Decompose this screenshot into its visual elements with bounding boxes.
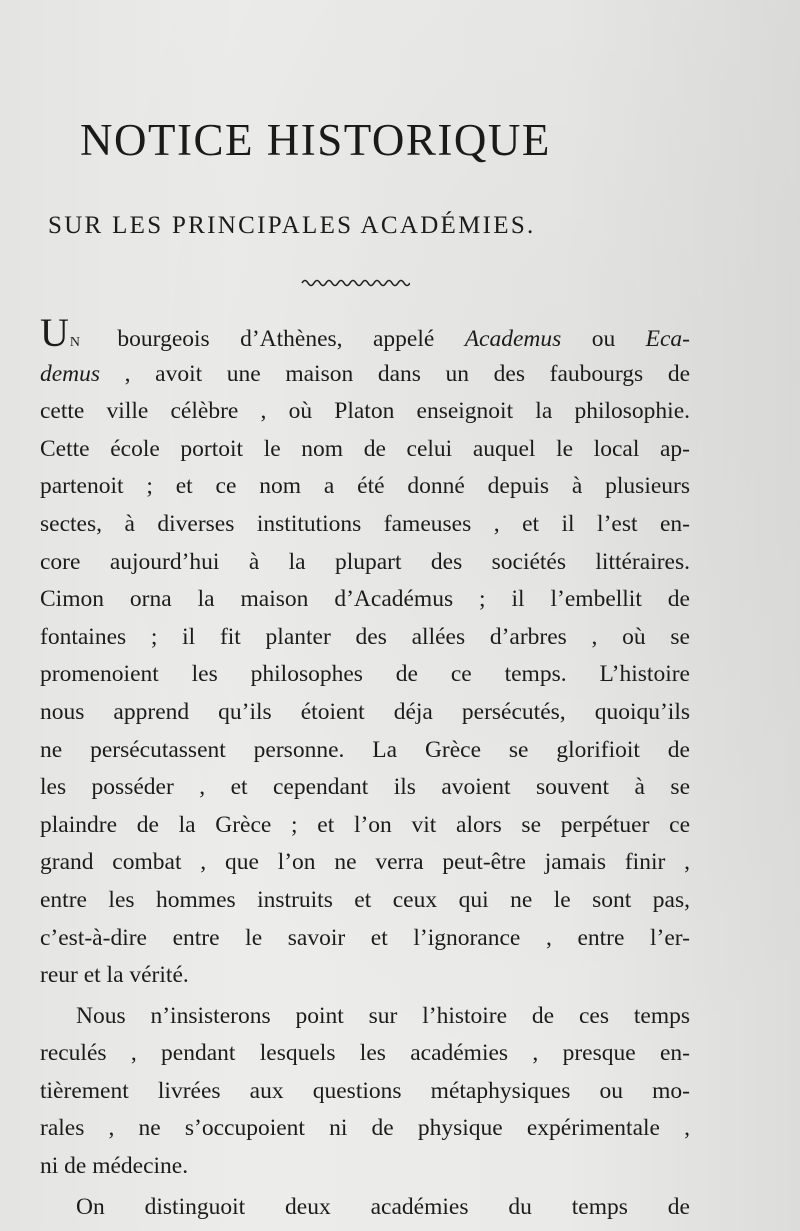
italic-name: Eca- [645, 326, 690, 352]
text-segment: , avoit une maison dans un des faubourgs de [100, 360, 690, 387]
text-line: plaindre de la Grèce ; et l’on vit alors se perpétuer ce [40, 811, 690, 838]
text-line: entre les hommes instruits et ceux qui ne le sont pas, [40, 886, 690, 913]
text-line: rales , ne s’occupoient ni de physique expérimentale , [40, 1115, 690, 1142]
text-line: tièrement livrées aux questions métaphysiques ou mo- [40, 1077, 690, 1104]
text-line: fontaines ; il fit planter des allées d’arbres , où se [40, 623, 690, 650]
text-line: Nous n’insisterons point sur l’histoire de ces temps [76, 1002, 690, 1029]
body-text [40, 310, 690, 1226]
text-line: reculés , pendant lesquels les académies , presque en- [40, 1040, 690, 1067]
small-cap: N [69, 335, 82, 350]
chapter-title: NOTICE HISTORIQUE [80, 115, 551, 165]
text-line [40, 310, 690, 356]
text-segment: bourgeois d’Athènes, appelé [87, 326, 465, 352]
text-line: sectes, à diverses institutions fameuses , et il l’est en- [40, 510, 690, 537]
chapter-subtitle: SUR LES PRINCIPALES ACADÉMIES. [48, 212, 536, 239]
text-line: ne persécutassent personne. La Grèce se glorifioit de [40, 736, 690, 763]
text-line: core aujourd’hui à la plupart des sociétés littéraires. [40, 548, 690, 575]
text-line: nous apprend qu’ils étoient déja persécutés, quoiqu’ils [40, 698, 690, 725]
text-line: c’est-à-dire entre le savoir et l’ignorance , entre l’er- [40, 924, 690, 951]
text-line [40, 356, 690, 394]
text-segment: ou [561, 326, 646, 352]
text-line: partenoit ; et ce nom a été donné depuis à plusieurs [40, 473, 690, 500]
italic-name: demus [40, 360, 101, 387]
decorative-wavy-rule [300, 276, 410, 290]
text-line: ni de médecine. [40, 1153, 189, 1180]
italic-name: Academus [464, 326, 562, 352]
text-line: grand combat , que l’on ne verra peut-être jamais finir , [40, 849, 690, 876]
text-line: les posséder , et cependant ils avoient souvent à se [40, 774, 690, 801]
text-line: cette ville célèbre , où Platon enseignoit la philosophie. [40, 398, 690, 425]
text-line: promenoient les philosophes de ce temps. L’histoire [40, 661, 690, 688]
text-line: reur et la vérité. [40, 962, 189, 989]
text-line: On distinguoit deux académies du temps de [76, 1193, 690, 1220]
drop-cap: U [40, 310, 70, 355]
text-line: Cimon orna la maison d’Académus ; il l’embellit de [40, 586, 690, 613]
text-line: Cette école portoit le nom de celui auquel le local ap- [40, 435, 690, 462]
